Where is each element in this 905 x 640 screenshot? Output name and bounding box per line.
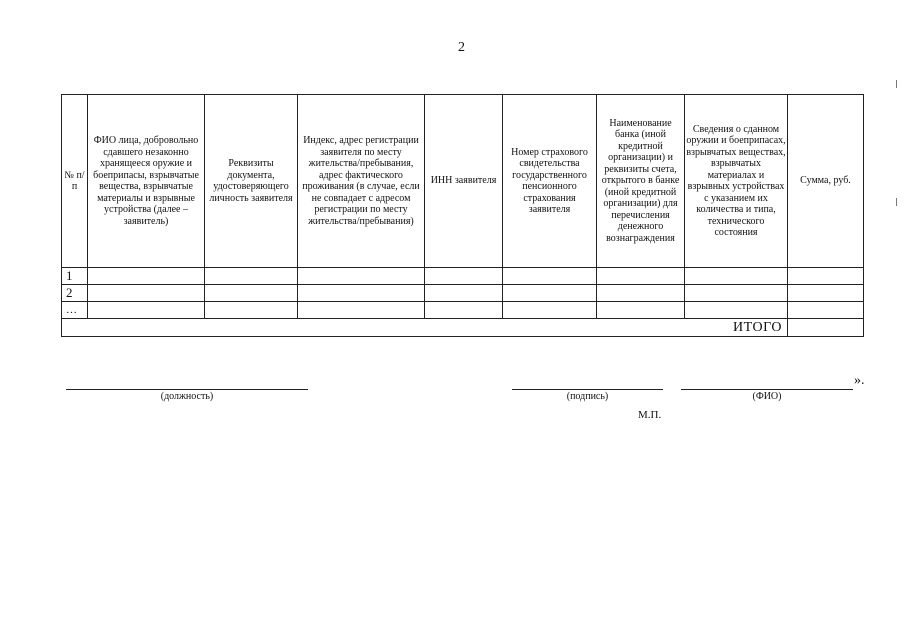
closing-quote: ». (854, 373, 865, 388)
table-cell (425, 268, 503, 285)
page-number: 2 (458, 40, 465, 55)
table-cell (88, 285, 205, 302)
table-cell (205, 302, 298, 319)
table-cell (88, 268, 205, 285)
table-cell (788, 268, 864, 285)
column-header-applicant-name: ФИО лица, добровольно сдавшего незаконно хранящееся оружие и боеприпасы, взрывчатые вещества, взрывчатые материалы и взрывные устройства (далее – заявитель) (88, 95, 205, 268)
column-header-weapons-info: Сведения о сданном оружии и боеприпасах, взрывчатых веществах, взрывчатых материалах и взрывных устройствах с указанием их количества и типа, технического состояния (685, 95, 788, 268)
stamp-label: М.П. (638, 409, 662, 421)
table-cell (205, 285, 298, 302)
table-cell (88, 302, 205, 319)
column-header-pension-certificate: Номер страхового свидетельства государственного пенсионного страхования заявителя (503, 95, 597, 268)
total-amount-cell (788, 319, 864, 337)
table-cell (503, 268, 597, 285)
name-caption: (ФИО) (752, 391, 782, 402)
column-header-address: Индекс, адрес регистрации заявителя по месту жительства/пребывания, адрес фактического проживания (в случае, если не совпадает с адресом регистрации по месту жительства/пребывания) (298, 95, 425, 268)
table-cell (425, 285, 503, 302)
table-row (62, 302, 864, 319)
table-header-row (62, 95, 864, 268)
column-header-bank-details: Наименование банка (иной кредитной организации) и реквизиты счета, открытого в банке (иной кредитной организации) для перечисления денежного вознаграждения (597, 95, 685, 268)
table-cell (425, 302, 503, 319)
table-row (62, 268, 864, 285)
table-cell (788, 302, 864, 319)
name-line (681, 389, 853, 390)
row-number: 1 (62, 268, 88, 285)
table-cell (685, 302, 788, 319)
column-header-amount: Сумма, руб. (788, 95, 864, 268)
scan-edge-mark (896, 80, 897, 88)
table-cell (685, 285, 788, 302)
scan-edge-mark (896, 198, 897, 206)
table-row (62, 285, 864, 302)
table-cell (503, 302, 597, 319)
total-row (62, 319, 864, 337)
table-cell (205, 268, 298, 285)
column-header-inn: ИНН заявителя (425, 95, 503, 268)
signature-line (512, 389, 663, 390)
signature-caption: (подпись) (566, 391, 609, 402)
column-header-identity-document: Реквизиты документа, удостоверяющего личность заявителя (205, 95, 298, 268)
table-cell (298, 268, 425, 285)
position-caption: (должность) (160, 391, 214, 402)
table-cell (597, 285, 685, 302)
table-cell (503, 285, 597, 302)
table-cell (685, 268, 788, 285)
total-label: ИТОГО (62, 319, 788, 337)
column-header-number: № п/п (62, 95, 88, 268)
row-number: 2 (62, 285, 88, 302)
table-cell (298, 302, 425, 319)
table-cell (298, 285, 425, 302)
table-cell (788, 285, 864, 302)
position-line (66, 389, 308, 390)
table-cell (597, 268, 685, 285)
table-cell (597, 302, 685, 319)
row-number: … (62, 302, 88, 319)
register-table (61, 94, 864, 337)
